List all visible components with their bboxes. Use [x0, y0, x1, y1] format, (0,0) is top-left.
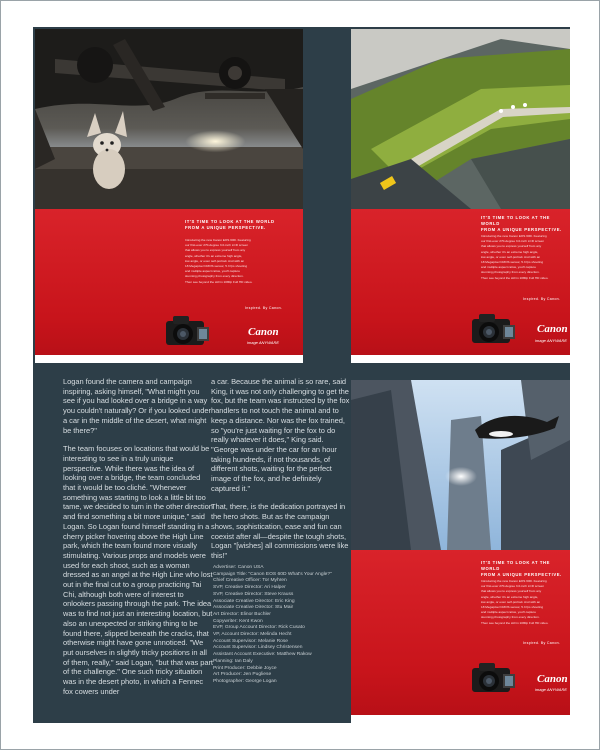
ad-footer-strip	[351, 715, 570, 723]
ad-footer-strip	[35, 355, 303, 363]
ad-body-copy: Introducing the new Canon EOS 60D. Featuring our first-ever 270-degree 3.0-inch LCD screen that allows you to express yourself from any angle, whether it's an extreme high angle, low angle, or even self-portrait. And with an 18 Megapixel CMOS sensor, 5.3 fps shooting and multiple aspect ratios, you'll capture stunning photography from every direction. Then see beyond the still in 1080p Full HD video.	[481, 234, 549, 280]
camera-icon	[469, 660, 517, 696]
ad-body-copy: Introducing the new Canon EOS 60D. Featuring our first-ever 270-degree 3.0-inch LCD screen that allows you to express yourself from any angle, whether it's an extreme high angle, low angle, or even self-portrait. And with an 18 Megapixel CMOS sensor, 5.3 fps shooting and multiple aspect ratios, you'll capture stunning photography from every direction. Then see beyond the still in 1080p Full HD video.	[185, 238, 253, 284]
ad-signoff: Inspired. By Canon.	[245, 306, 283, 310]
canon-logo: Canon	[537, 673, 568, 685]
ad-highline	[351, 29, 570, 363]
ad-signoff: Inspired. By Canon.	[523, 297, 561, 301]
campaign-credits: Advertiser: Canon USA Campaign Title: "Canon EOS 60D What's Your Angle?" Chief Creative Officer: Tor Myhren SVP, Creative Director: Ari Halper SVP, Creative Director: Steve Krauss Associate Creative Director: Eric King Associate Creative Director: Stu Mair Art Director: Elinor Buchler Copywriter: Kent Kwon EVP, Group Account Director: Rick Cusato VP, Account Director: Melinda Hecht Account Supervisor: Melanie Rose Account Supervisor: Lindsey Christensen Assistant Account Executive: Matthew Rakow Planning: Ian Daly Print Producer: Debbie Joyce Art Producer: Jen Pugliese Photographer: George Logan	[213, 565, 332, 684]
photo-highline-park	[351, 29, 570, 209]
article-column-2	[211, 377, 351, 570]
magazine-spread	[33, 27, 570, 723]
camera-icon	[469, 311, 517, 347]
canon-logo: Canon	[537, 323, 568, 335]
ad-tagline: image ANYWARE	[535, 338, 568, 343]
article-paragraph: Logan found the camera and campaign inspiring, asking himself, "What might you see if you had looked over a bridge in a way you couldn't naturally? Or if you looked under a car in the middle of the desert, what might be there?"	[63, 377, 211, 435]
photo-skyscrapers-whale	[351, 380, 570, 550]
canon-logo: Canon	[248, 326, 279, 338]
article-column-1	[63, 377, 213, 706]
ad-desert-fox	[35, 29, 303, 363]
article-paragraph: The team focuses on locations that would be interesting to see in a truly unique perspective. While there was the idea of looking over a bridge, the team concluded that it would be too cliché. "Whenever something was starting to look a little bit too tame, we decided to turn in the other direction and find something a bit more unique," said Logan. So Logan found himself standing in a cherry picker hovering above the High Line park, which the team found more visually stimulating. Various props and models were used for each shoot, such as a woman dressed as an angel at the High Line who lost out in the final cut to a group practicing Tai Chi, although both were of interest to onlookers passing through the park. The idea was to find not just an interesting location, but also an unexpected or striking thing to be found there, slipped beneath the cracks, that otherwise might have gone unnoticed. "We put ourselves in slightly tricky positions in all of them, really," said Logan, "but that was part of the challenge." One such tricky situation was in the desert photo, in which a Fennec fox cowers under	[63, 444, 213, 696]
article-paragraph: That, there, is the dedication portrayed in the hero shots. But as the campaign shows, sophistication, ease and fun can coexist after all—despite the tough shots, Logan "[wishes] all commissions were like this!"	[211, 502, 349, 560]
ad-signoff: Inspired. By Canon.	[523, 641, 561, 645]
ad-skyscrapers	[351, 380, 570, 723]
ad-headline: IT'S TIME TO LOOK AT THE WORLD FROM A UNIQUE PERSPECTIVE.	[185, 219, 275, 230]
ad-body-copy: Introducing the new Canon EOS 60D. Featuring our first-ever 270-degree 3.0-inch LCD screen that allows you to express yourself from any angle, whether it's an extreme high angle, low angle, or even self-portrait. And with an 18 Megapixel CMOS sensor, 5.3 fps shooting and multiple aspect ratios, you'll capture stunning photography from every direction. Then see beyond the still in 1080p Full HD video.	[481, 579, 549, 625]
ad-tagline: image ANYWARE	[535, 687, 568, 692]
camera-icon	[163, 313, 211, 349]
ad-headline: IT'S TIME TO LOOK AT THE WORLD FROM A UNIQUE PERSPECTIVE.	[481, 560, 562, 577]
article-paragraph: a car. Because the animal is so rare, said King, it was not only challenging to get the fox, but the team was instructed by the fox handlers to not touch the animal and to keep a distance. Nor was the fox trained, so "you're just waiting for the fox to do really whatever it does," King said. "George was under the car for an hour taking hundreds, if not thousands, of different shots, waiting for the perfect image of the fox, and he definitely captured it."	[211, 377, 350, 493]
ad-tagline: image ANYWARE	[247, 340, 280, 345]
photo-fox-under-car	[35, 29, 303, 209]
ad-headline: IT'S TIME TO LOOK AT THE WORLD FROM A UNIQUE PERSPECTIVE.	[481, 215, 562, 232]
ad-footer-strip	[351, 355, 570, 363]
